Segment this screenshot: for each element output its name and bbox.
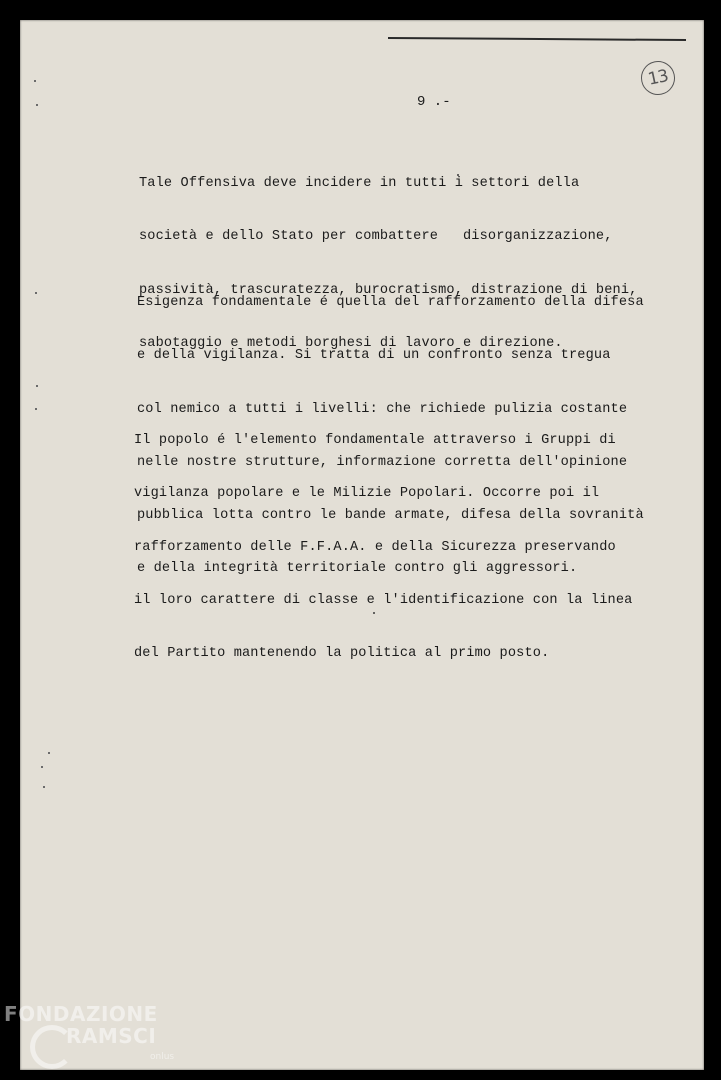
page-number: 9 .- — [417, 94, 451, 110]
watermark-line-3: onlus — [150, 1052, 175, 1062]
margin-mark — [35, 292, 37, 294]
paper-speck — [373, 612, 375, 614]
fondazione-gramsci-watermark — [4, 1000, 194, 1078]
text-line: passività, trascuratezza, burocratismo, distrazione di beni, — [139, 282, 638, 298]
text-line: Esigenza fondamentale é quella del rafforzamento della difesa — [137, 295, 644, 310]
paper-speck — [457, 174, 459, 176]
text-line: e della vigilanza. Si tratta di un confronto senza tregua — [137, 348, 611, 364]
margin-mark — [34, 80, 36, 82]
text-line: sabotaggio e metodi borghesi di lavoro e direzione. — [139, 335, 563, 351]
text-line: del Partito mantenendo la politica al primo posto. — [134, 646, 550, 662]
text-line: col nemico a tutti i livelli: che richiede pulizia costante — [137, 401, 628, 417]
text-line: pubblica lotta contro le bande armate, difesa della sovranità — [137, 508, 644, 524]
text-line: rafforzamento delle F.F.A.A. e della Sicurezza preservando — [134, 539, 616, 555]
text-line: il loro carattere di classe e l'identificazione con la linea — [134, 592, 633, 608]
text-line: vigilanza popolare e le Milizie Popolari. Occorre poi il — [134, 486, 600, 502]
text-line: società e dello Stato per combattere disorganizzazione, — [139, 229, 613, 245]
text-line: e della integrità territoriale contro gli aggressori. — [137, 561, 578, 577]
margin-mark — [35, 408, 37, 410]
watermark-line-1: FONDAZIONE — [4, 1002, 158, 1026]
archive-number: 13 — [646, 66, 670, 90]
text-line: Tale Offensiva deve incidere in tutti i settori della — [139, 176, 580, 191]
margin-mark — [41, 766, 43, 768]
margin-mark — [36, 104, 38, 106]
paragraph-3 — [134, 399, 632, 680]
text-line: Il popolo é l'elemento fondamentale attraverso i Gruppi di — [134, 433, 616, 448]
margin-mark — [48, 752, 50, 754]
watermark-line-2: RAMSCI — [66, 1024, 157, 1048]
margin-mark — [43, 786, 45, 788]
margin-mark — [36, 385, 38, 387]
text-line: nelle nostre strutture, informazione corretta dell'opinione — [137, 454, 628, 470]
